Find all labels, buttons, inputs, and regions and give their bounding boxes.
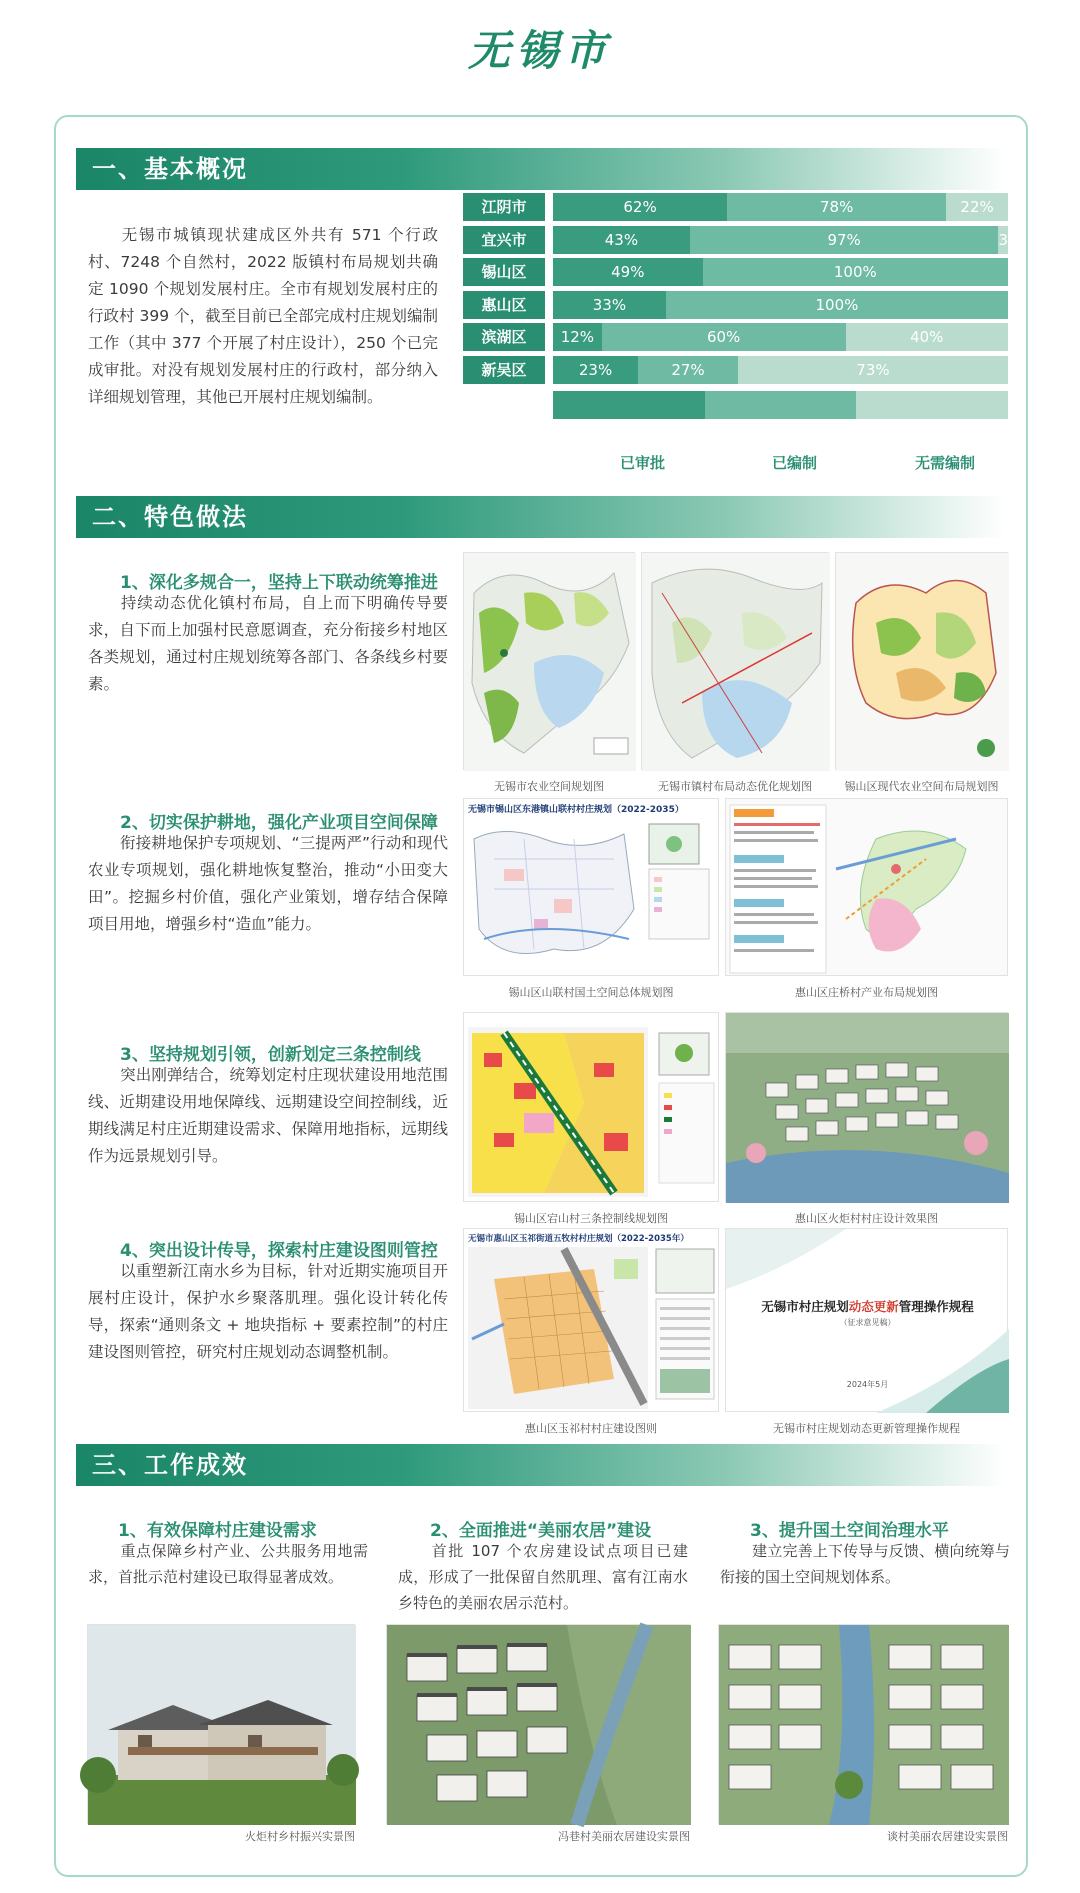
tancun-village-photo <box>718 1624 1008 1824</box>
bar-segment: 23% <box>553 356 638 384</box>
result-3-heading: 3、提升国土空间治理水平 <box>750 1521 949 1541</box>
practice-1-heading: 1、深化多规合一，坚持上下联动统筹推进 <box>120 573 438 593</box>
result-2-body: 首批 107 个农房建设试点项目已建成，形成了一批保留自然肌理、富有江南水乡特色的美丽农居示范村。 <box>398 1542 688 1612</box>
bar-segment: 100% <box>703 258 1008 286</box>
bar-segment: 97% <box>690 226 999 254</box>
legend-swatch <box>705 391 857 419</box>
section-heading-practices: 二、特色做法 <box>76 496 1006 538</box>
bar-segment: 60% <box>602 323 846 351</box>
practice-3-text <box>88 1062 448 1170</box>
modern-agri-map <box>835 552 1008 770</box>
district-label: 宜兴市 <box>463 226 545 254</box>
regulation-subtitle: （征求意见稿） <box>839 1318 896 1327</box>
district-bar <box>553 226 1023 254</box>
result-1-body: 重点保障乡村产业、公共服务用地需求，首批示范村建设已取得显著成效。 <box>88 1542 368 1586</box>
bar-segment: 22% <box>946 193 1008 221</box>
caption-yuqi-plan: 惠山区玉祁村村庄建设图则 <box>525 1422 657 1435</box>
district-bar <box>553 323 1008 351</box>
huoju-village-photo <box>87 1624 355 1824</box>
practice-4-body: 以重塑新江南水乡为目标，针对近期实施项目开展村庄设计，保护水乡聚落肌理。强化设计转化传导，探索“通则条文 + 地块指标 + 要素控制”的村庄建设图则管控，研究村庄规划动态调整机制。 <box>88 1262 448 1361</box>
legend-swatch-bar <box>553 391 1008 419</box>
caption-huoju-photo: 火炬村乡村振兴实景图 <box>245 1830 355 1843</box>
regulation-title-b: 动态更新 <box>848 1299 899 1314</box>
practice-2-text <box>88 830 448 938</box>
zhuangqiao-industry-map <box>725 798 1008 976</box>
district-label: 新吴区 <box>463 356 545 384</box>
overview-text: 无锡市城镇现状建成区外共有 571 个行政村、7248 个自然村，2022 版镇村布局规划共确定 1090 个规划发展村庄。全市有规划发展村庄的行政村 399 个，截至目前已全部完成村庄规划编制工作（其中 377 个开展了村庄设计），250 个已完成审批。对没有规划发展村庄的行政村，部分纳入详细规划管理，其他已开展村庄规划编制。 <box>88 226 438 406</box>
caption-zhuangqiao-map: 惠山区庄桥村产业布局规划图 <box>795 986 938 999</box>
progress-bar-chart <box>463 193 1023 473</box>
practice-4-heading: 4、突出设计传导，探索村庄建设图则管控 <box>120 1241 438 1261</box>
regulation-date: 2024年5月 <box>846 1380 889 1389</box>
result-1-text <box>88 1538 368 1590</box>
bar-segment: 12% <box>553 323 602 351</box>
district-bar <box>553 356 1008 384</box>
caption-agri-space-map: 无锡市农业空间规划图 <box>494 780 604 793</box>
practice-3-body: 突出刚弹结合，统筹划定村庄现状建设用地范围线、近期建设用地保障线、远期建设空间控制线，近期线满足村庄近期建设需求、保障用地指标，远期线作为远景规划引导。 <box>88 1066 448 1165</box>
agri-space-map <box>463 552 635 770</box>
practice-4-text <box>88 1258 448 1366</box>
district-bar <box>553 193 1008 221</box>
yuqi-map-title: 无锡市惠山区玉祁街道五牧村村庄规划（2022-2035年） <box>468 1234 689 1244</box>
caption-regulation: 无锡市村庄规划动态更新管理操作规程 <box>773 1422 960 1435</box>
bar-segment: 40% <box>846 323 1009 351</box>
caption-tancun-photo: 谈村美丽农居建设实景图 <box>887 1830 1008 1843</box>
legend-swatch <box>553 391 705 419</box>
bar-segment: 33% <box>553 291 666 319</box>
bar-segment: 78% <box>727 193 946 221</box>
caption-three-lines-map: 锡山区宕山村三条控制线规划图 <box>514 1212 668 1225</box>
legend-compiled: 已编制 <box>772 454 818 472</box>
section-heading-results: 三、工作成效 <box>76 1444 1006 1486</box>
page-title: 无锡市 <box>467 26 612 75</box>
practice-2-body: 衔接耕地保护专项规划、“三提两严”行动和现代农业专项规划，强化耕地恢复整治，推动“小田变大田”。挖掘乡村价值，强化产业策划，增存结合保障项目用地，增强乡村“造血”能力。 <box>88 834 448 933</box>
practice-1-text <box>88 590 448 698</box>
fengxiang-village-photo <box>386 1624 690 1824</box>
bar-segment: 3% <box>998 226 1008 254</box>
shanlian-village-plan-map <box>463 798 719 976</box>
practice-3-heading: 3、坚持规划引领，创新划定三条控制线 <box>120 1045 421 1065</box>
regulation-title-a: 无锡市村庄规划 <box>761 1299 849 1314</box>
overview-paragraph <box>88 222 438 411</box>
legend-approved: 已审批 <box>620 454 666 472</box>
regulation-title-c: 管理操作规程 <box>898 1299 974 1314</box>
result-2-text <box>398 1538 688 1616</box>
practice-1-body: 持续动态优化镇村布局，自上而下明确传导要求，自下而上加强村民意愿调查，充分衔接乡村地区各类规划，通过村庄规划统筹各部门、各条线乡村要素。 <box>88 594 448 693</box>
district-label: 惠山区 <box>463 291 545 319</box>
bar-segment: 100% <box>666 291 1008 319</box>
practice-2-heading: 2、切实保护耕地，强化产业项目空间保障 <box>120 813 438 833</box>
result-3-body: 建立完善上下传导与反馈、横向统筹与衔接的国土空间规划体系。 <box>720 1542 1010 1586</box>
village-layout-map <box>641 552 829 770</box>
bar-segment: 43% <box>553 226 690 254</box>
shanlian-map-title: 无锡市锡山区东港镇山联村村庄规划（2022-2035） <box>468 805 684 815</box>
caption-modern-agri-map: 锡山区现代农业空间布局规划图 <box>844 780 999 793</box>
bar-segment: 27% <box>638 356 738 384</box>
three-lines-plan-map <box>463 1012 719 1202</box>
bar-segment: 49% <box>553 258 703 286</box>
legend-swatch <box>856 391 1008 419</box>
district-bar <box>553 291 1008 319</box>
dynamic-update-regulation-cover <box>725 1228 1008 1412</box>
bar-segment: 62% <box>553 193 727 221</box>
caption-village-layout-map: 无锡市镇村布局动态优化规划图 <box>658 780 812 793</box>
section-heading-overview: 一、基本概况 <box>76 148 1006 190</box>
bar-segment: 73% <box>738 356 1008 384</box>
caption-huoju-render: 惠山区火炬村村庄设计效果图 <box>795 1212 938 1225</box>
caption-fengxiang-photo: 冯巷村美丽农居建设实景图 <box>558 1830 690 1843</box>
regulation-title <box>726 1297 1009 1315</box>
result-2-heading: 2、全面推进“美丽农居”建设 <box>430 1521 652 1541</box>
legend-not-needed: 无需编制 <box>915 454 976 472</box>
district-label: 滨湖区 <box>463 323 545 351</box>
district-label: 江阴市 <box>463 193 545 221</box>
result-3-text <box>720 1538 1010 1590</box>
result-1-heading: 1、有效保障村庄建设需求 <box>118 1521 317 1541</box>
district-label: 锡山区 <box>463 258 545 286</box>
district-bar <box>553 258 1008 286</box>
caption-shanlian-map: 锡山区山联村国土空间总体规划图 <box>508 986 674 999</box>
yuqi-village-control-plan <box>463 1228 719 1412</box>
huoju-village-design-render <box>725 1012 1008 1202</box>
